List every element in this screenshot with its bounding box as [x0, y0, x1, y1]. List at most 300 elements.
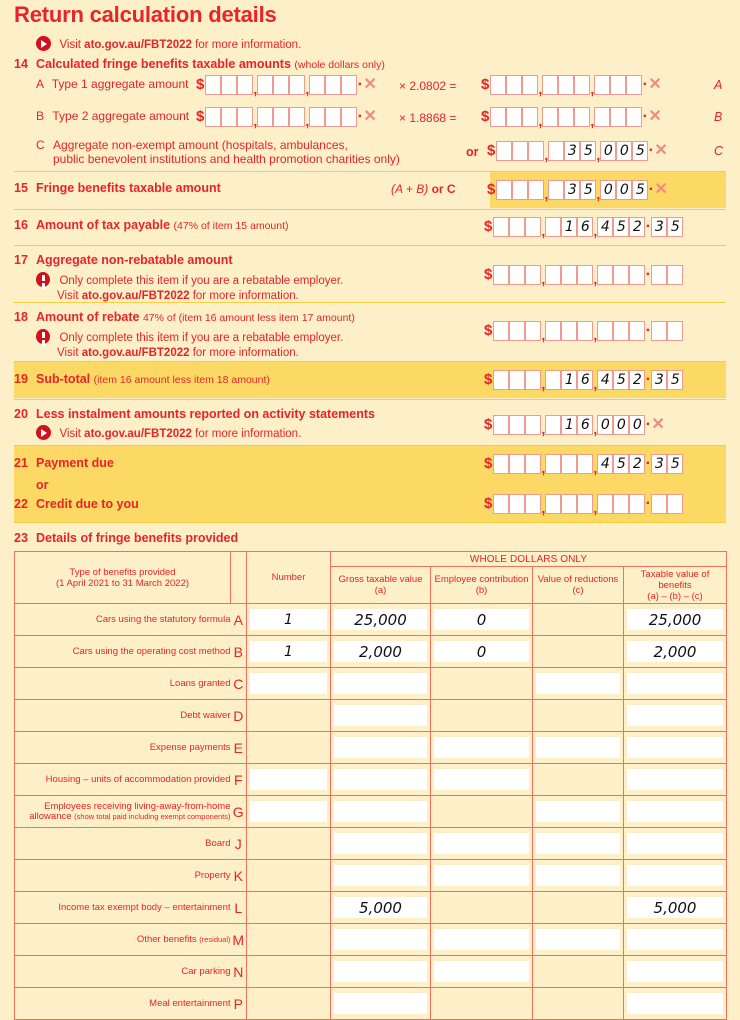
digit-box[interactable] [509, 265, 525, 285]
item-15-value[interactable] [487, 179, 668, 200]
cell-gross[interactable] [331, 700, 431, 732]
digit-box[interactable]: 0 [616, 141, 632, 161]
cell-contribution[interactable] [431, 860, 533, 892]
cell-reductions[interactable] [533, 796, 624, 828]
cell-taxable[interactable] [624, 636, 727, 668]
digit-box[interactable] [548, 141, 564, 161]
digit-box[interactable] [561, 265, 577, 285]
cell-input[interactable] [627, 833, 723, 854]
cell-input[interactable] [536, 833, 620, 854]
digit-box[interactable] [522, 107, 538, 127]
item-20-label: Less instalment amounts reported on activity statements [36, 407, 375, 421]
cell-taxable[interactable] [624, 860, 727, 892]
digit-box[interactable] [496, 180, 512, 200]
cell-gross[interactable] [331, 764, 431, 796]
comma-separator: , [541, 376, 546, 392]
cell-taxable[interactable] [624, 668, 727, 700]
digit-box[interactable]: 3 [564, 180, 580, 200]
digit-box[interactable]: 2 [629, 454, 645, 474]
digit-box[interactable] [509, 217, 525, 237]
item-21-value[interactable] [484, 453, 683, 474]
digit-box[interactable] [509, 415, 525, 435]
item-20-value[interactable] [484, 414, 665, 435]
digit-box[interactable]: 4 [597, 217, 613, 237]
digit-box[interactable]: 0 [597, 415, 613, 435]
table-row [15, 988, 727, 1020]
cell-input[interactable] [334, 769, 427, 790]
digit-box[interactable] [613, 494, 629, 514]
divider-above-20 [14, 399, 726, 400]
item-19-value[interactable] [484, 369, 683, 390]
cell-number[interactable] [247, 604, 331, 636]
digit-box[interactable] [545, 217, 561, 237]
benefit-code: E [231, 732, 247, 764]
cell-input[interactable] [250, 801, 327, 822]
digit-box[interactable] [493, 415, 509, 435]
digit-box[interactable] [325, 75, 341, 95]
item-14-rowA-code: A [36, 77, 44, 91]
digit-box[interactable] [237, 75, 253, 95]
cell-taxable[interactable] [624, 604, 727, 636]
table-row [15, 796, 727, 828]
digit-box[interactable] [545, 415, 561, 435]
digit-box[interactable] [577, 494, 593, 514]
cell-reductions [533, 956, 624, 988]
visit-link[interactable]: ato.gov.au/FBT2022 [84, 428, 192, 440]
digit-box[interactable] [561, 494, 577, 514]
digit-box[interactable] [257, 75, 273, 95]
cents-box[interactable] [667, 265, 683, 285]
cell-gross[interactable] [331, 604, 431, 636]
cents-box[interactable] [667, 494, 683, 514]
cell-input[interactable]: 1 [250, 641, 327, 662]
col-contribution-header [431, 567, 533, 604]
cell-taxable[interactable] [624, 732, 727, 764]
digit-box[interactable]: 1 [561, 415, 577, 435]
cell-contribution[interactable] [431, 956, 533, 988]
cell-input[interactable] [627, 961, 723, 982]
item-19-number: 19 [14, 372, 28, 386]
cell-input[interactable] [536, 929, 620, 950]
item-14-rowA-input[interactable] [196, 74, 377, 95]
table-row [15, 700, 727, 732]
col-taxable-line2: (a) – (b) – (c) [647, 590, 703, 602]
digit-box[interactable] [221, 75, 237, 95]
digit-box[interactable]: 0 [616, 180, 632, 200]
digit-box[interactable] [594, 75, 610, 95]
divider-above-19 [14, 361, 726, 362]
digit-box[interactable]: 0 [629, 415, 645, 435]
cents-box[interactable] [651, 494, 667, 514]
cell-input[interactable]: 5,000 [334, 897, 427, 918]
cell-gross[interactable] [331, 860, 431, 892]
item-21-label: Payment due [36, 456, 114, 470]
digit-box[interactable] [506, 107, 522, 127]
digit-box[interactable] [548, 180, 564, 200]
digit-box[interactable] [309, 107, 325, 127]
digit-box[interactable] [528, 180, 544, 200]
cents-box[interactable] [651, 265, 667, 285]
cell-input[interactable] [536, 801, 620, 822]
digit-box[interactable] [545, 454, 561, 474]
digit-box[interactable] [506, 75, 522, 95]
digit-box[interactable]: 0 [600, 141, 616, 161]
digit-box[interactable] [629, 321, 645, 341]
decimal-point: · [642, 107, 648, 125]
cell-contribution[interactable] [431, 604, 533, 636]
cell-taxable[interactable] [624, 924, 727, 956]
decimal-point: · [648, 180, 654, 198]
digit-box[interactable] [626, 75, 642, 95]
digit-box[interactable]: 4 [597, 370, 613, 390]
digit-box[interactable] [597, 321, 613, 341]
digit-box[interactable] [574, 75, 590, 95]
cell-input[interactable] [334, 705, 427, 726]
digit-box[interactable] [610, 107, 626, 127]
cell-taxable[interactable] [624, 956, 727, 988]
item-18-note-line1: Only complete this item if you are a rebatable employer. [59, 332, 344, 344]
cell-input[interactable] [627, 929, 723, 950]
digit-box[interactable]: 4 [597, 454, 613, 474]
cell-number[interactable] [247, 668, 331, 700]
digit-box[interactable] [493, 217, 509, 237]
cell-input[interactable] [334, 961, 427, 982]
benefit-code: K [231, 860, 247, 892]
cell-reductions [533, 636, 624, 668]
cell-taxable[interactable] [624, 828, 727, 860]
digit-box[interactable] [289, 75, 305, 95]
table-body [15, 604, 727, 1020]
cell-input[interactable] [334, 929, 427, 950]
cell-taxable[interactable] [624, 796, 727, 828]
cell-input[interactable] [250, 673, 327, 694]
cents-box[interactable] [667, 321, 683, 341]
digit-box[interactable]: 1 [561, 217, 577, 237]
cents-box[interactable]: 3 [651, 454, 667, 474]
digit-box[interactable] [205, 75, 221, 95]
digit-box[interactable] [597, 494, 613, 514]
visit-link[interactable]: ato.gov.au/FBT2022 [84, 39, 192, 51]
benefit-code: D [231, 700, 247, 732]
digit-box[interactable] [509, 494, 525, 514]
cell-taxable[interactable] [624, 988, 727, 1020]
item-14-rowA-label [36, 77, 188, 91]
item-14-rowB-result[interactable] [481, 106, 662, 127]
benefit-type-label: Board [15, 828, 231, 860]
digit-box[interactable] [525, 265, 541, 285]
item-20-visit [36, 424, 301, 442]
fringe-benefits-table [14, 551, 727, 1020]
item-17-number: 17 [14, 253, 28, 267]
digit-box[interactable] [221, 107, 237, 127]
digit-box[interactable] [629, 265, 645, 285]
digit-box[interactable] [613, 265, 629, 285]
digit-box[interactable] [493, 321, 509, 341]
digit-box[interactable] [545, 265, 561, 285]
cell-contribution[interactable] [431, 828, 533, 860]
benefit-code: F [231, 764, 247, 796]
digit-box[interactable] [289, 107, 305, 127]
benefit-type-label: Other benefits (residual) [15, 924, 231, 956]
comma-separator: , [544, 147, 549, 163]
table-row [15, 668, 727, 700]
cell-input[interactable] [536, 865, 620, 886]
digit-box[interactable] [509, 454, 525, 474]
table-row [15, 956, 727, 988]
digit-box[interactable] [493, 370, 509, 390]
cell-number[interactable] [247, 796, 331, 828]
cell-taxable[interactable] [624, 764, 727, 796]
cell-contribution[interactable] [431, 924, 533, 956]
cell-input[interactable] [434, 961, 529, 982]
cell-input[interactable] [627, 801, 723, 822]
decimal-point: · [645, 454, 651, 472]
digit-box[interactable] [273, 75, 289, 95]
cell-input[interactable]: 0 [434, 641, 529, 662]
digit-box[interactable]: 6 [577, 370, 593, 390]
digit-box[interactable] [496, 141, 512, 161]
digit-box[interactable] [542, 107, 558, 127]
cell-reductions[interactable] [533, 828, 624, 860]
cell-input[interactable] [434, 865, 529, 886]
cell-gross[interactable] [331, 892, 431, 924]
item-14-rowA-tail: A [714, 78, 723, 92]
cell-input[interactable] [434, 737, 529, 758]
cents-box[interactable]: 3 [651, 217, 667, 237]
arrow-right-icon [36, 36, 51, 51]
digit-box[interactable] [525, 494, 541, 514]
digit-box[interactable] [597, 265, 613, 285]
digit-box[interactable] [273, 107, 289, 127]
item-14-rowC-value[interactable] [487, 140, 668, 161]
digit-box[interactable] [577, 321, 593, 341]
cents-box[interactable] [651, 321, 667, 341]
cell-gross[interactable] [331, 828, 431, 860]
digit-box[interactable] [309, 75, 325, 95]
cell-input[interactable]: 0 [434, 609, 529, 630]
item-14-title: Calculated fringe benefits taxable amounts [36, 57, 291, 71]
item-18-title: Amount of rebate [36, 310, 140, 324]
cell-reductions[interactable] [533, 732, 624, 764]
cell-input[interactable] [334, 993, 427, 1014]
cell-input[interactable] [627, 737, 723, 758]
digit-box[interactable] [525, 415, 541, 435]
table-row [15, 892, 727, 924]
digit-box[interactable] [205, 107, 221, 127]
item-18-value[interactable] [484, 320, 683, 341]
alert-icon [36, 329, 50, 344]
digit-box[interactable] [325, 107, 341, 127]
cell-contribution[interactable] [431, 732, 533, 764]
cell-input[interactable] [334, 737, 427, 758]
cell-input[interactable]: 2,000 [334, 641, 427, 662]
item-16-label [36, 218, 289, 232]
cell-input[interactable]: 25,000 [627, 609, 723, 630]
cell-taxable[interactable] [624, 700, 727, 732]
comma-separator: , [593, 223, 598, 239]
item-22-value[interactable] [484, 493, 683, 514]
digit-box[interactable] [629, 494, 645, 514]
digit-box[interactable]: 5 [613, 217, 629, 237]
digit-box[interactable] [493, 454, 509, 474]
cell-input[interactable] [536, 673, 620, 694]
cell-contribution[interactable] [431, 636, 533, 668]
digit-box[interactable] [610, 75, 626, 95]
item-14-rowB-code: B [36, 109, 45, 123]
digit-box[interactable] [341, 75, 357, 95]
alert-icon [36, 272, 50, 287]
cell-input[interactable] [627, 673, 723, 694]
digit-box[interactable] [528, 141, 544, 161]
cell-input[interactable] [434, 769, 529, 790]
digit-box[interactable] [545, 370, 561, 390]
digit-box[interactable] [558, 107, 574, 127]
digit-box[interactable]: 5 [632, 141, 648, 161]
cell-input[interactable] [334, 801, 427, 822]
cell-input[interactable] [334, 865, 427, 886]
cell-gross[interactable] [331, 636, 431, 668]
cell-input[interactable]: 1 [250, 609, 327, 630]
digit-box[interactable] [525, 370, 541, 390]
digit-box[interactable]: 2 [629, 370, 645, 390]
digit-box[interactable] [525, 217, 541, 237]
decimal-point: · [645, 321, 651, 339]
item-16-value[interactable] [484, 216, 683, 237]
digit-box[interactable] [493, 265, 509, 285]
digit-box[interactable] [626, 107, 642, 127]
digit-box[interactable] [490, 75, 506, 95]
digit-box[interactable]: 5 [580, 180, 596, 200]
cents-box[interactable]: 5 [667, 370, 683, 390]
digit-box[interactable]: 6 [577, 415, 593, 435]
item-18-visit [57, 343, 299, 361]
cell-input[interactable] [627, 993, 723, 1014]
cell-reductions[interactable] [533, 668, 624, 700]
digit-box[interactable] [512, 180, 528, 200]
cell-gross[interactable] [331, 988, 431, 1020]
digit-box[interactable] [542, 75, 558, 95]
cell-number [247, 924, 331, 956]
cell-reductions[interactable] [533, 860, 624, 892]
cell-gross[interactable] [331, 924, 431, 956]
cell-input[interactable] [627, 865, 723, 886]
digit-box[interactable] [493, 494, 509, 514]
digit-box[interactable] [522, 75, 538, 95]
digit-box[interactable] [512, 141, 528, 161]
cell-contribution[interactable] [431, 764, 533, 796]
digit-box[interactable] [341, 107, 357, 127]
digit-box[interactable] [613, 321, 629, 341]
cell-input[interactable]: 25,000 [334, 609, 427, 630]
cell-reductions[interactable] [533, 924, 624, 956]
digit-box[interactable] [577, 454, 593, 474]
item-15-number: 15 [14, 181, 28, 195]
digit-box[interactable] [509, 321, 525, 341]
digit-box[interactable] [509, 370, 525, 390]
digit-box[interactable]: 5 [613, 454, 629, 474]
comma-separator: , [593, 460, 598, 476]
cell-number[interactable] [247, 636, 331, 668]
cell-taxable[interactable] [624, 892, 727, 924]
digit-box[interactable]: 5 [632, 180, 648, 200]
item-19-sub: (item 16 amount less item 18 amount) [93, 374, 270, 386]
cell-contribution [431, 668, 533, 700]
item-14-rowA-result[interactable] [481, 74, 662, 95]
digit-box[interactable] [525, 454, 541, 474]
cell-gross[interactable] [331, 956, 431, 988]
cell-input[interactable] [334, 673, 427, 694]
table-number-header [247, 552, 331, 604]
cell-input[interactable] [434, 929, 529, 950]
digit-box[interactable]: 2 [629, 217, 645, 237]
item-17-value[interactable] [484, 264, 683, 285]
digit-box[interactable]: 0 [600, 180, 616, 200]
digit-box[interactable]: 0 [613, 415, 629, 435]
digit-box[interactable] [257, 107, 273, 127]
cell-input[interactable] [434, 833, 529, 854]
digit-box[interactable]: 6 [577, 217, 593, 237]
item-14-sub: (whole dollars only) [294, 59, 385, 71]
digit-box[interactable] [237, 107, 253, 127]
table-row [15, 636, 727, 668]
visit-link[interactable]: ato.gov.au/FBT2022 [81, 347, 190, 359]
cents-box[interactable]: 5 [667, 217, 683, 237]
digit-box[interactable]: 5 [580, 141, 596, 161]
cell-input[interactable] [627, 769, 723, 790]
digit-box[interactable]: 5 [613, 370, 629, 390]
item-15-formula-italic: (A + B) [391, 182, 429, 196]
cell-reductions [533, 604, 624, 636]
digit-box[interactable] [594, 107, 610, 127]
cell-reductions [533, 892, 624, 924]
digit-box[interactable]: 1 [561, 370, 577, 390]
cell-input[interactable]: 2,000 [627, 641, 723, 662]
cents-struck-icon: ✕ [363, 107, 377, 125]
benefit-code: C [231, 668, 247, 700]
digit-box[interactable]: 3 [564, 141, 580, 161]
table-row [15, 860, 727, 892]
digit-box[interactable] [545, 494, 561, 514]
cell-input[interactable] [627, 705, 723, 726]
cell-gross[interactable] [331, 732, 431, 764]
cell-input[interactable] [536, 737, 620, 758]
digit-box[interactable] [545, 321, 561, 341]
digit-box[interactable] [577, 265, 593, 285]
item-14-label [36, 57, 385, 71]
digit-box[interactable] [558, 75, 574, 95]
digit-box[interactable] [490, 107, 506, 127]
cell-gross[interactable] [331, 668, 431, 700]
comma-separator: , [596, 147, 601, 163]
cell-input[interactable] [250, 769, 327, 790]
cell-input[interactable]: 5,000 [627, 897, 723, 918]
cell-number[interactable] [247, 764, 331, 796]
digit-box[interactable] [561, 454, 577, 474]
cell-gross[interactable] [331, 796, 431, 828]
cell-input[interactable] [334, 833, 427, 854]
benefit-type-label: Debt waiver [15, 700, 231, 732]
table-code-header [231, 552, 247, 604]
cents-struck-icon: ✕ [648, 107, 662, 125]
cents-box[interactable]: 3 [651, 370, 667, 390]
digit-box[interactable] [525, 321, 541, 341]
item-14-rowB-input[interactable] [196, 106, 377, 127]
visit-link[interactable]: ato.gov.au/FBT2022 [81, 290, 190, 302]
digit-box[interactable] [574, 107, 590, 127]
cents-box[interactable]: 5 [667, 454, 683, 474]
benefit-type-label: Income tax exempt body – entertainment [15, 892, 231, 924]
digit-box[interactable] [561, 321, 577, 341]
